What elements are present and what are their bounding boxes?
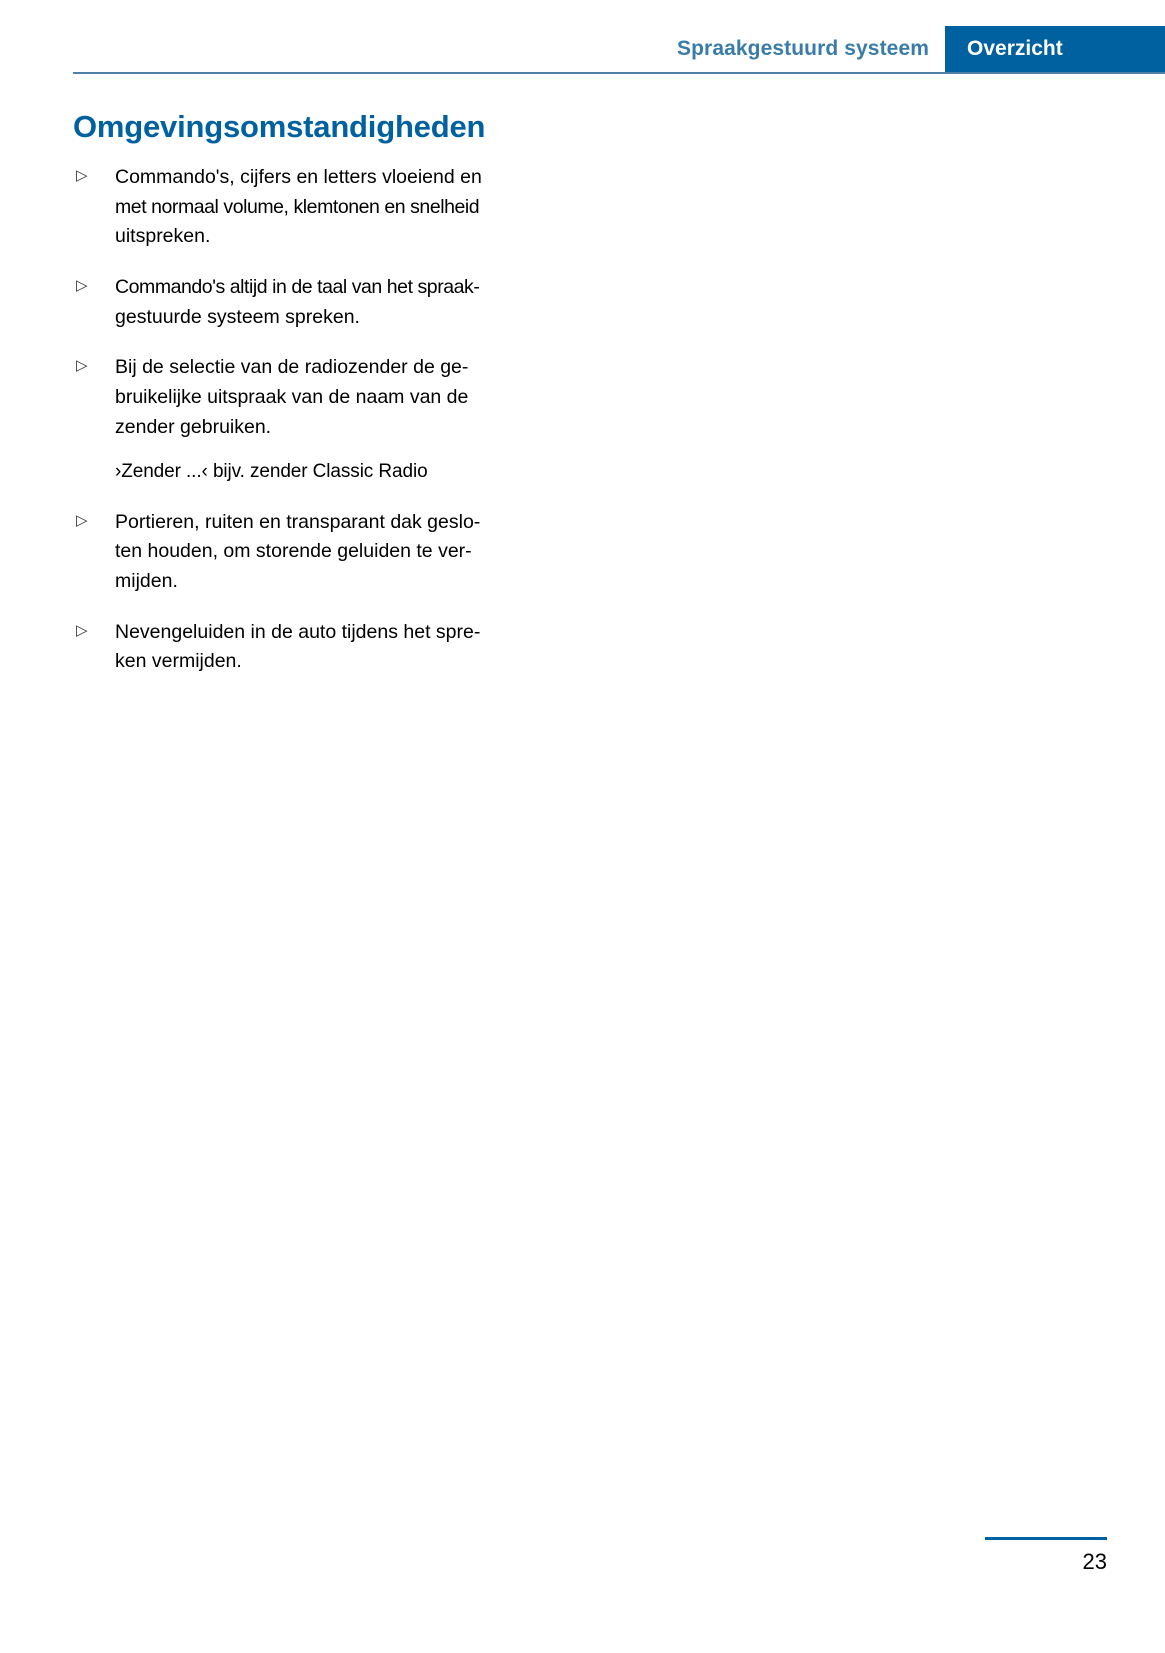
list-item-example-note: ›Zender ...‹ bijv. zender Classic Radio: [115, 461, 428, 483]
list-item-line: uitspreken.: [115, 225, 211, 248]
list-item: [73, 618, 573, 677]
list-item-line: Portieren, ruiten en transparant dak geslo-: [115, 510, 481, 533]
page-content: [73, 108, 573, 677]
triangle-bullet-icon: ▷: [76, 167, 88, 185]
page-footer: [73, 1537, 1107, 1583]
header-section-tab: Overzicht: [945, 26, 1165, 72]
list-item-line: gestuurde systeem spreken.: [115, 305, 360, 328]
list-item: [73, 163, 573, 252]
instruction-list: [73, 163, 573, 677]
triangle-bullet-icon: ▷: [76, 621, 88, 639]
page-number: 23: [1082, 1549, 1107, 1574]
list-item-line: Commando's, cijfers en letters vloeiend en: [115, 166, 482, 189]
list-item-line: Commando's altijd in de taal van het spraak-: [115, 276, 480, 299]
page-title: Omgevingsomstandigheden: [73, 109, 486, 144]
triangle-bullet-icon: ▷: [76, 357, 88, 375]
list-item-line: zender gebruiken.: [115, 415, 272, 438]
list-item-line: Nevengeluiden in de auto tijdens het spre-: [115, 620, 481, 643]
triangle-bullet-icon: ▷: [76, 277, 88, 295]
list-item-line: Bij de selectie van de radiozender de ge-: [115, 356, 469, 379]
triangle-bullet-icon: ▷: [76, 511, 88, 529]
list-item: [73, 353, 573, 486]
list-item-line: ten houden, om storende geluiden te ver-: [115, 540, 472, 563]
header-divider: [73, 72, 1165, 74]
page-header: [73, 26, 1165, 74]
list-item: [73, 273, 573, 332]
list-item-line: met normaal volume, klemtonen en snelheid: [115, 195, 480, 218]
list-item: [73, 508, 573, 597]
footer-divider: [985, 1537, 1107, 1540]
list-item-line: mijden.: [115, 569, 178, 592]
list-item-line: ken vermijden.: [115, 650, 242, 673]
header-chapter-title: Spraakgestuurd systeem: [677, 37, 929, 60]
header-labels: [677, 26, 1165, 72]
list-item-line: bruikelijke uitspraak van de naam van de: [115, 385, 469, 408]
